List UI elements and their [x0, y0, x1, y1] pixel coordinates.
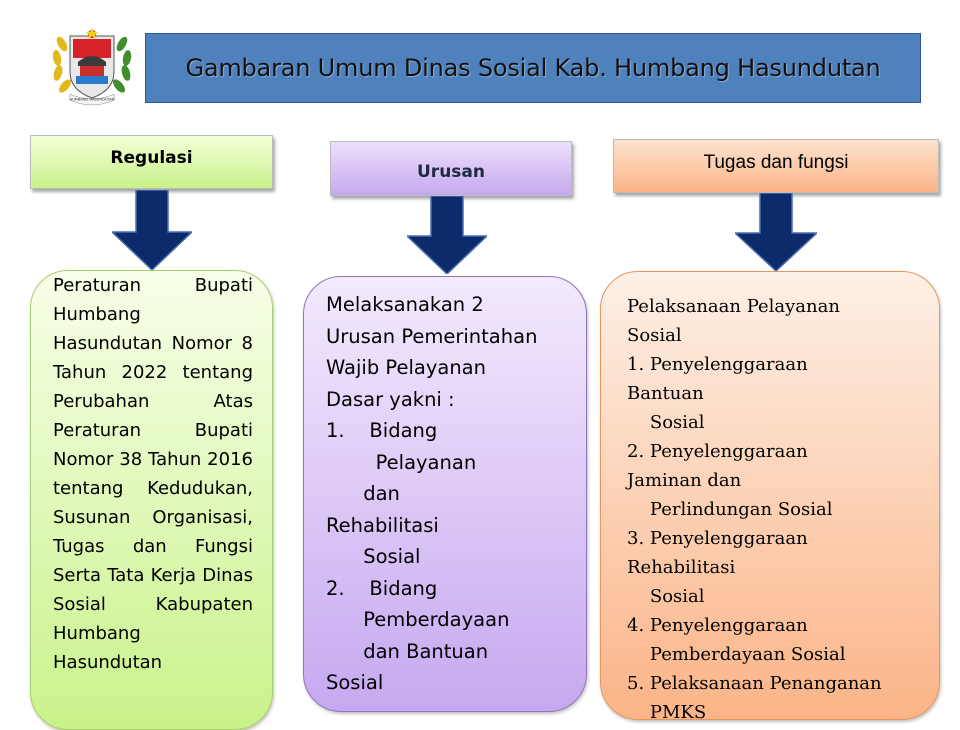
- urusan-line: Wajib Pelayanan: [326, 356, 486, 379]
- tugas-line: Perlindungan Sosial: [627, 499, 833, 520]
- tugas-line: Jaminan dan: [627, 470, 742, 491]
- tugas-line: 1. Penyelenggaraan: [627, 354, 808, 375]
- urusan-line: Melaksanakan 2: [326, 293, 484, 316]
- tugas-line: 5. Pelaksanaan Penanganan: [627, 673, 882, 694]
- regulasi-box: [30, 270, 273, 730]
- urusan-line: Sosial: [326, 545, 421, 568]
- arrow-down-icon: [112, 190, 192, 270]
- arrow-down-icon: [735, 193, 817, 271]
- page-title: Gambaran Umum Dinas Sosial Kab. Humbang Hasundutan: [185, 54, 881, 82]
- tugas-line: Sosial: [627, 325, 682, 346]
- urusan-line: 1. Bidang: [326, 419, 438, 442]
- urusan-line: dan: [326, 482, 400, 505]
- regency-logo: [48, 14, 136, 110]
- urusan-line: dan Bantuan: [326, 639, 489, 663]
- header-urusan: [330, 141, 572, 196]
- tugas-fungsi-box: [600, 271, 940, 720]
- header-regulasi-label: Regulasi: [110, 148, 193, 168]
- tugas-fungsi-text: [627, 292, 937, 720]
- header-tugas-fungsi-label: Tugas dan fungsi: [703, 152, 849, 173]
- urusan-line: Dasar yakni :: [326, 387, 455, 411]
- tugas-line: Bantuan: [627, 383, 704, 404]
- title-banner: [145, 33, 921, 103]
- urusan-text: [326, 289, 576, 699]
- regulasi-text: Peraturan Bupati Humbang Hasundutan Nomor 8 Tahun 2022 tentang Perubahan Atas Peraturan Bupati Nomor 38 Tahun 2016 tentang Kedudukan, Susunan Organisasi, Tugas dan Fungsi Serta Tata Kerja Dinas Sosial Kabupaten Humbang Hasundutan: [53, 275, 253, 673]
- urusan-line: Sosial: [326, 671, 384, 694]
- urusan-line: Pemberdayaan: [326, 608, 510, 631]
- tugas-line: Pemberdayaan Sosial: [627, 644, 846, 665]
- urusan-box: [303, 276, 587, 712]
- tugas-line: 2. Penyelenggaraan: [627, 441, 808, 462]
- tugas-line: 3. Penyelenggaraan: [627, 528, 808, 549]
- header-tugas-fungsi: [613, 139, 939, 193]
- urusan-line: Urusan Pemerintahan: [326, 324, 538, 348]
- header-regulasi: [30, 135, 273, 189]
- urusan-line: Rehabilitasi: [326, 513, 439, 537]
- urusan-line: 2. Bidang: [326, 576, 438, 600]
- tugas-line: Sosial: [627, 586, 705, 607]
- tugas-line: Pelaksanaan Pelayanan: [627, 296, 840, 317]
- svg-text:HUMBANG HASUNDUTAN: HUMBANG HASUNDUTAN: [69, 97, 115, 102]
- tugas-line: Sosial: [627, 412, 705, 433]
- tugas-line: PMKS: [627, 702, 707, 720]
- tugas-line: 4. Penyelenggaraan: [627, 615, 808, 636]
- header-urusan-label: Urusan: [417, 161, 485, 182]
- arrow-down-icon: [407, 196, 487, 274]
- tugas-line: Rehabilitasi: [627, 557, 736, 578]
- urusan-line: Pelayanan: [326, 450, 477, 474]
